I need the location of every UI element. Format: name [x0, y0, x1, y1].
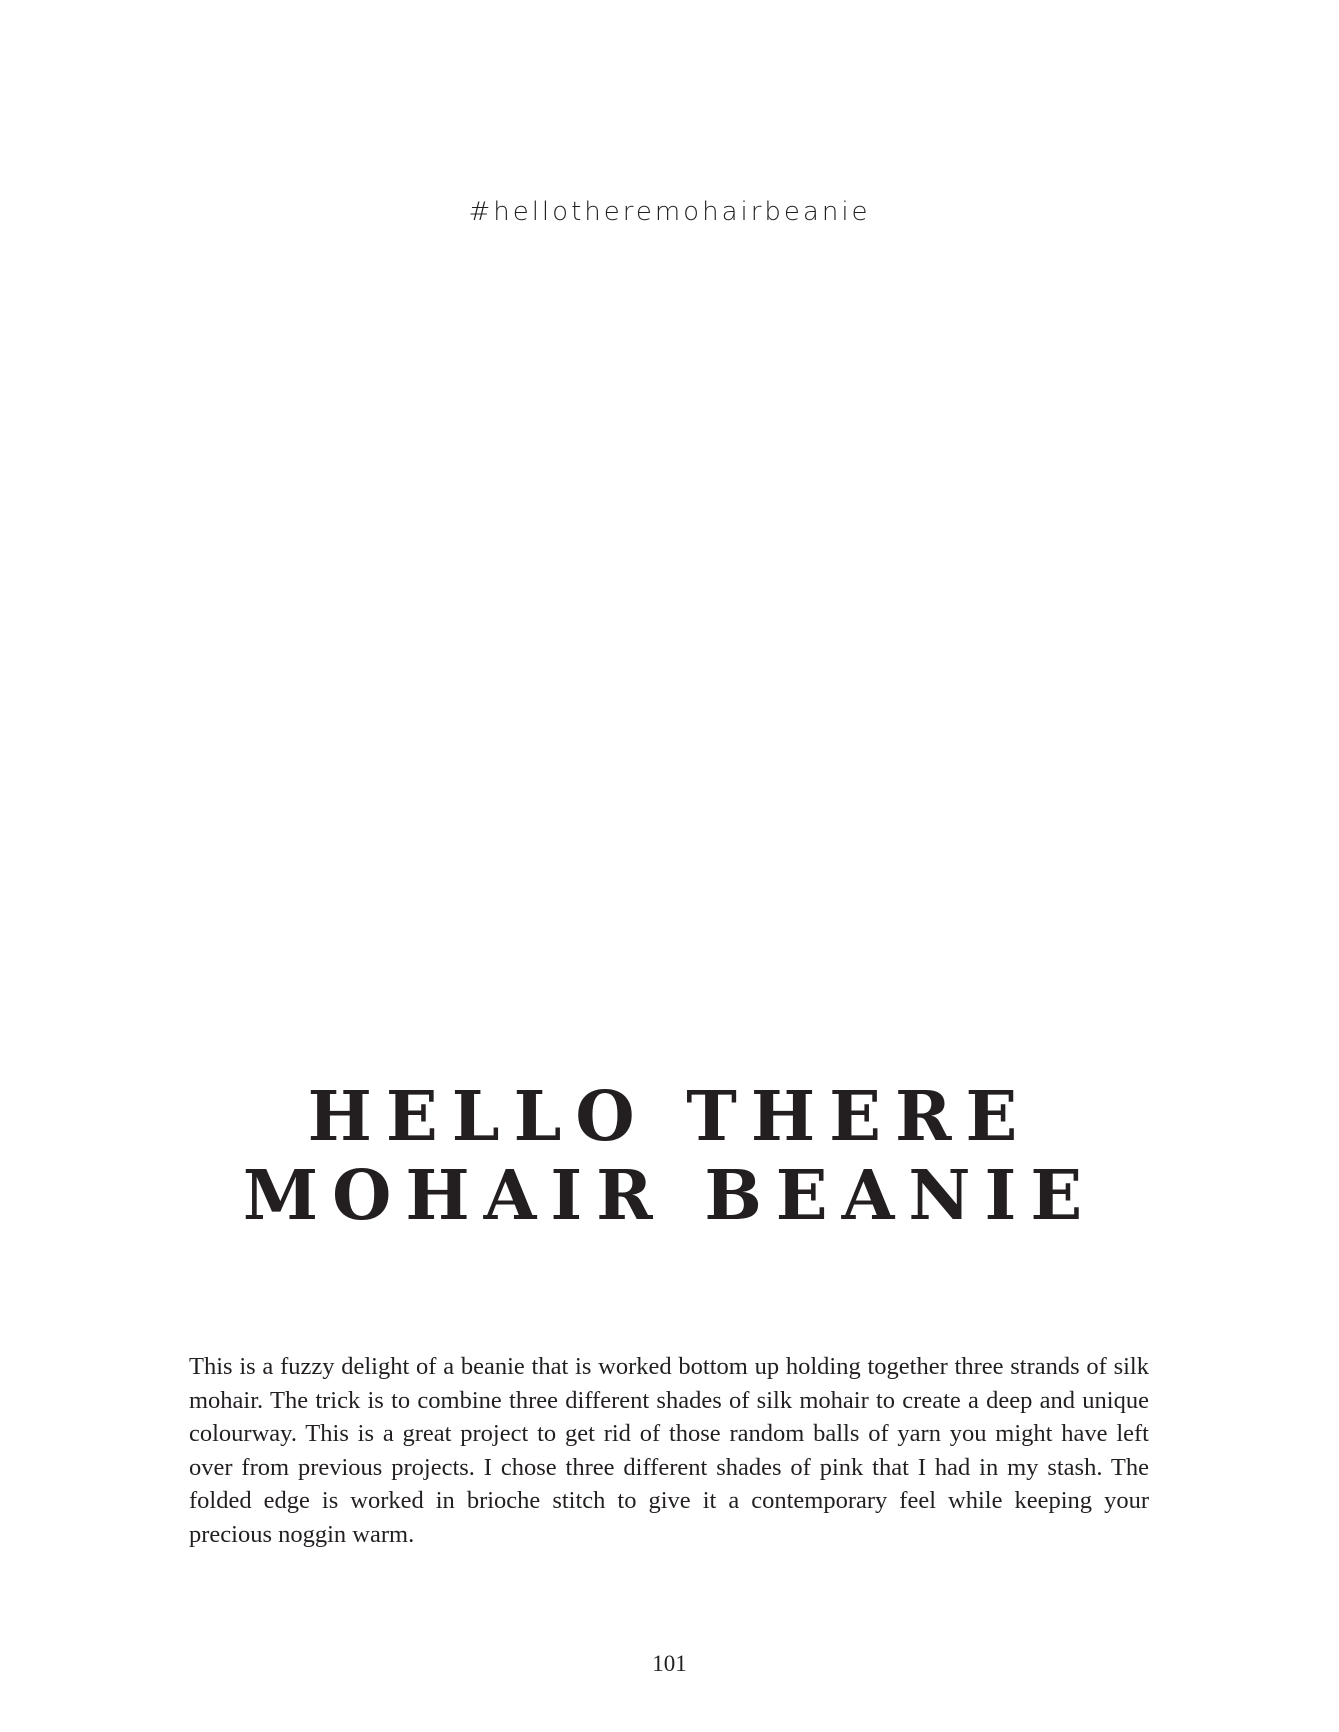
- page-number: 101: [652, 1651, 687, 1676]
- title-line-2: MOHAIR BEANIE: [242, 1156, 1097, 1236]
- pattern-title: [0, 1078, 1339, 1236]
- title-line-1: HELLO THERE: [307, 1077, 1032, 1157]
- intro-paragraph: This is a fuzzy delight of a beanie that is worked bottom up holding together three strands of silk mohair. The trick is to combine three different shades of silk mohair to create a deep and unique colourway. This is a great project to get rid of those random balls of yarn you might have left over from previous projects. I chose three different shades of pink that I had in my stash. The folded edge is worked in brioche stitch to give it a contemporary feel while keeping your precious noggin warm.: [189, 1353, 1149, 1548]
- hashtag: #hellotheremohairbeanie: [468, 197, 871, 227]
